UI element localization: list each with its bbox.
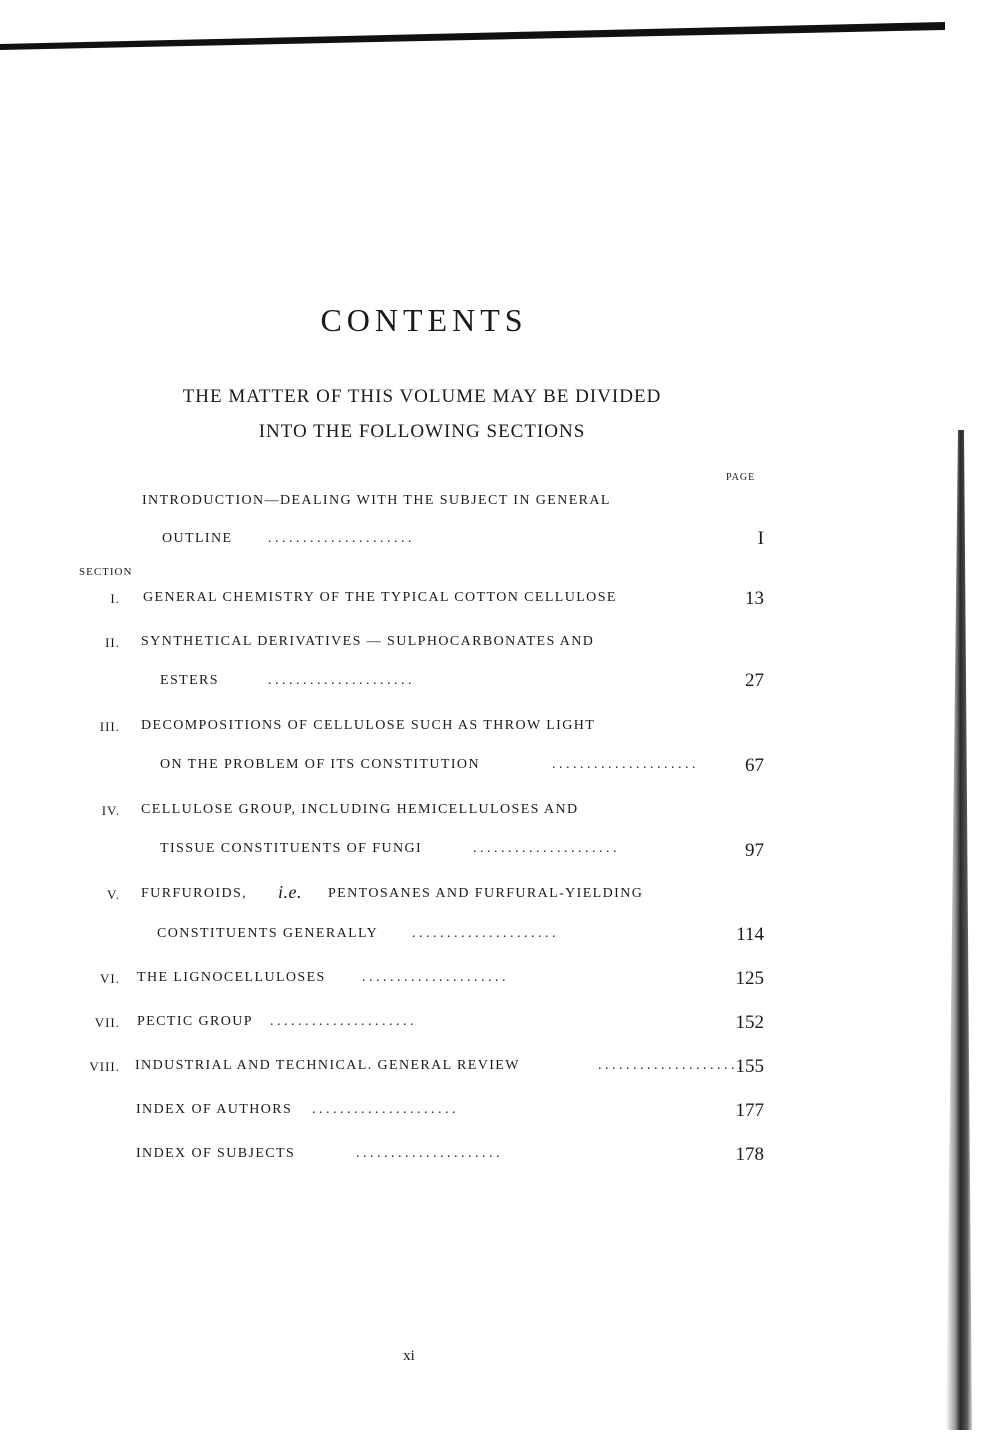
page-edge-shadow: [938, 430, 1000, 1430]
subheading-line-1: THE MATTER OF THIS VOLUME MAY BE DIVIDED: [182, 386, 662, 407]
entry-5-line-1a: FURFUROIDS,: [141, 886, 248, 901]
entry-2-line-2: ESTERS: [160, 673, 219, 688]
entry-6-title: THE LIGNOCELLULOSES: [137, 970, 326, 985]
entry-3-line-2: ON THE PROBLEM OF ITS CONSTITUTION: [160, 757, 480, 772]
leader-dots: . . . . . . . . . . . . . . . . . . . . .: [356, 1146, 500, 1161]
entry-7-number: VII.: [94, 1015, 120, 1030]
entry-8-page: 155: [735, 1056, 764, 1077]
entry-index-subjects-page: 178: [735, 1144, 764, 1165]
section-column-label: SECTION: [79, 566, 133, 578]
entry-4-number: IV.: [101, 803, 120, 818]
contents-heading: CONTENTS: [320, 302, 528, 338]
entry-7-title: PECTIC GROUP: [137, 1014, 253, 1029]
leader-dots: . . . . . . . . . . . . . . . . . . . . .: [312, 1102, 456, 1117]
leader-dots: . . . . . . . . . . . . . . . . . . . . .: [598, 1058, 742, 1073]
entry-index-authors-page: 177: [735, 1100, 764, 1121]
entry-6-number: VI.: [100, 971, 120, 986]
page-number: xi: [403, 1348, 415, 1364]
entry-3-page: 67: [745, 755, 764, 776]
entry-6-page: 125: [735, 968, 764, 989]
entry-4-line-1: CELLULOSE GROUP, INCLUDING HEMICELLULOSES AND: [141, 802, 579, 817]
entry-5-line-1b: PENTOSANES AND FURFURAL-YIELDING: [328, 886, 644, 901]
entry-4-line-2: TISSUE CONSTITUENTS OF FUNGI: [160, 841, 423, 856]
entry-intro-page: I: [757, 528, 764, 549]
entry-index-authors: INDEX OF AUTHORS: [136, 1102, 293, 1117]
entry-2-number: II.: [105, 635, 120, 650]
leader-dots: . . . . . . . . . . . . . . . . . . . . .: [552, 757, 696, 772]
entry-5-line-1-italic: i.e.: [278, 882, 302, 902]
entry-3-number: III.: [99, 719, 120, 734]
entry-3-line-1: DECOMPOSITIONS OF CELLULOSE SUCH AS THROW LIGHT: [141, 718, 596, 733]
entry-8-title: INDUSTRIAL AND TECHNICAL. GENERAL REVIEW: [135, 1058, 520, 1073]
leader-dots: . . . . . . . . . . . . . . . . . . . . .: [473, 841, 617, 856]
entry-intro-line-2: OUTLINE: [162, 531, 233, 546]
leader-dots: . . . . . . . . . . . . . . . . . . . . .: [412, 926, 556, 941]
entry-1-title: GENERAL CHEMISTRY OF THE TYPICAL COTTON CELLULOSE: [143, 590, 617, 605]
entry-5-number: V.: [107, 887, 120, 902]
entry-5-page: 114: [736, 924, 764, 945]
entry-1-number: I.: [110, 591, 120, 606]
entry-2-line-1: SYNTHETICAL DERIVATIVES — SULPHOCARBONATES AND: [141, 634, 595, 649]
entry-intro-line-1: INTRODUCTION—DEALING WITH THE SUBJECT IN GENERAL: [142, 493, 611, 508]
entry-2-page: 27: [745, 670, 764, 691]
entry-index-subjects: INDEX OF SUBJECTS: [136, 1146, 296, 1161]
top-rule: [0, 22, 945, 52]
page-column-label: PAGE: [726, 472, 756, 483]
leader-dots: . . . . . . . . . . . . . . . . . . . . .: [268, 673, 412, 688]
entry-7-page: 152: [735, 1012, 764, 1033]
entry-8-number: VIII.: [89, 1059, 120, 1074]
entry-1-page: 13: [745, 588, 764, 609]
entry-4-page: 97: [745, 840, 764, 861]
leader-dots: . . . . . . . . . . . . . . . . . . . . .: [268, 531, 412, 546]
entry-5-line-2: CONSTITUENTS GENERALLY: [157, 926, 379, 941]
leader-dots: . . . . . . . . . . . . . . . . . . . . .: [362, 970, 506, 985]
leader-dots: . . . . . . . . . . . . . . . . . . . . .: [270, 1014, 414, 1029]
subheading-line-2: INTO THE FOLLOWING SECTIONS: [258, 421, 586, 442]
